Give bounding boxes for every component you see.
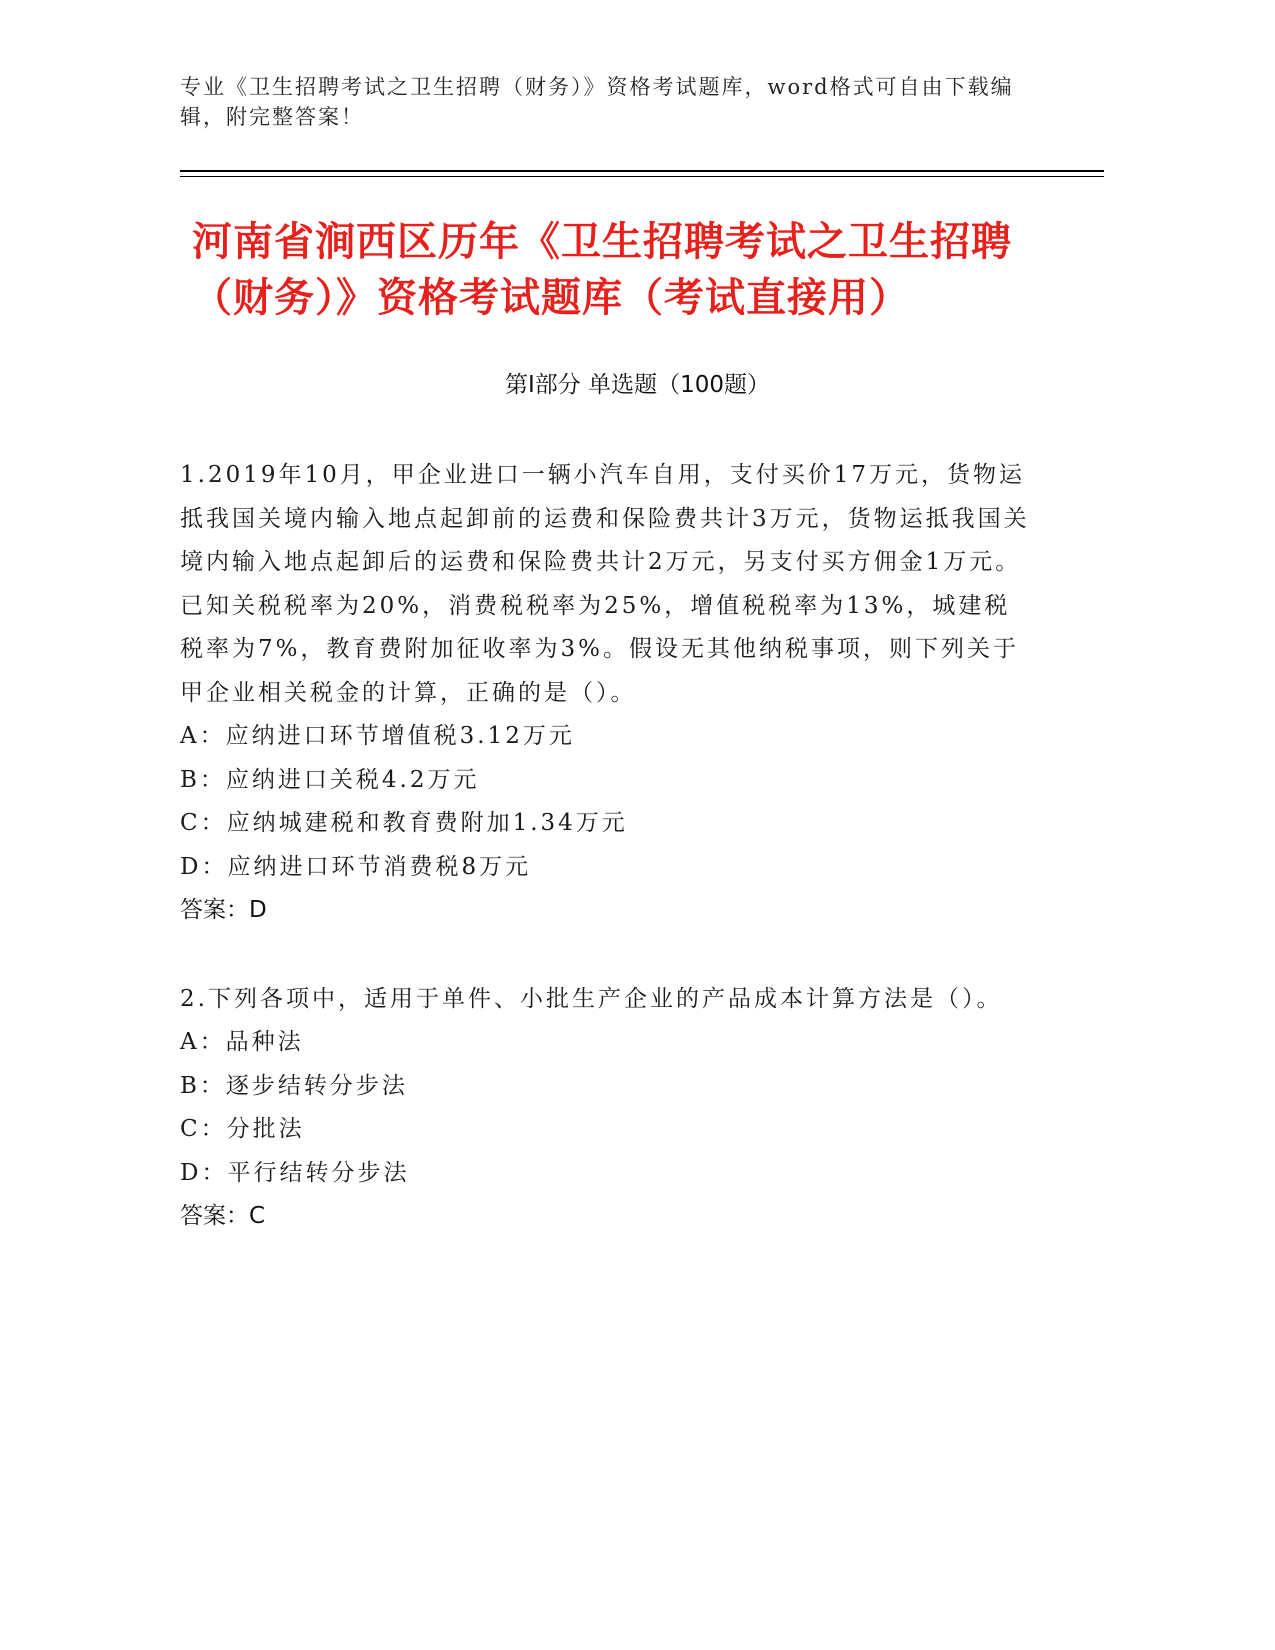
option-a: A：应纳进口环节增值税3.12万元 (180, 723, 575, 749)
header-note: 专业《卫生招聘考试之卫生招聘（财务）》资格考试题库，word格式可自由下载编辑，附完整答案！ (180, 75, 1014, 129)
header-divider-thick (180, 170, 1104, 172)
answer-line: 答案：C (180, 1203, 266, 1229)
document-title: 河南省涧西区历年《卫生招聘考试之卫生招聘（财务）》资格考试题库（考试直接用） (192, 219, 1012, 321)
option-c: C：应纳城建税和教育费附加1.34万元 (180, 810, 628, 836)
option-b: B：应纳进口关税4.2万元 (180, 766, 480, 793)
question-stem: 2.下列各项中，适用于单件、小批生产企业的产品成本计算方法是（）。 (180, 985, 1003, 1012)
question-2 (180, 978, 1030, 1239)
option-d: D：应纳进口环节消费税8万元 (180, 853, 532, 880)
option-b: B：逐步结转分步法 (180, 1072, 408, 1099)
option-c: C：分批法 (180, 1116, 305, 1142)
option-a: A：品种法 (180, 1029, 304, 1055)
question-list (180, 454, 1030, 1284)
question-stem: 1.2019年10月，甲企业进口一辆小汽车自用，支付买价17万元，货物运抵我国关境内输入地点起卸前的运费和保险费共计3万元，货物运抵我国关境内输入地点起卸后的运费和保险费共计2万元，另支付买方佣金1万元。已知关税税率为20%，消费税税率为25%，增值税税率为13%，城建税税率为7%，教育费附加征收率为3%。假设无其他纳税事项，则下列关于甲企业相关税金的计算，正确的是（）。 (180, 462, 1030, 706)
header-divider-thin (180, 176, 1104, 177)
option-d: D：平行结转分步法 (180, 1159, 410, 1186)
question-1 (180, 454, 1030, 933)
section-heading: 第Ⅰ部分 单选题（100题） (505, 372, 770, 398)
answer-line: 答案：D (180, 897, 267, 923)
